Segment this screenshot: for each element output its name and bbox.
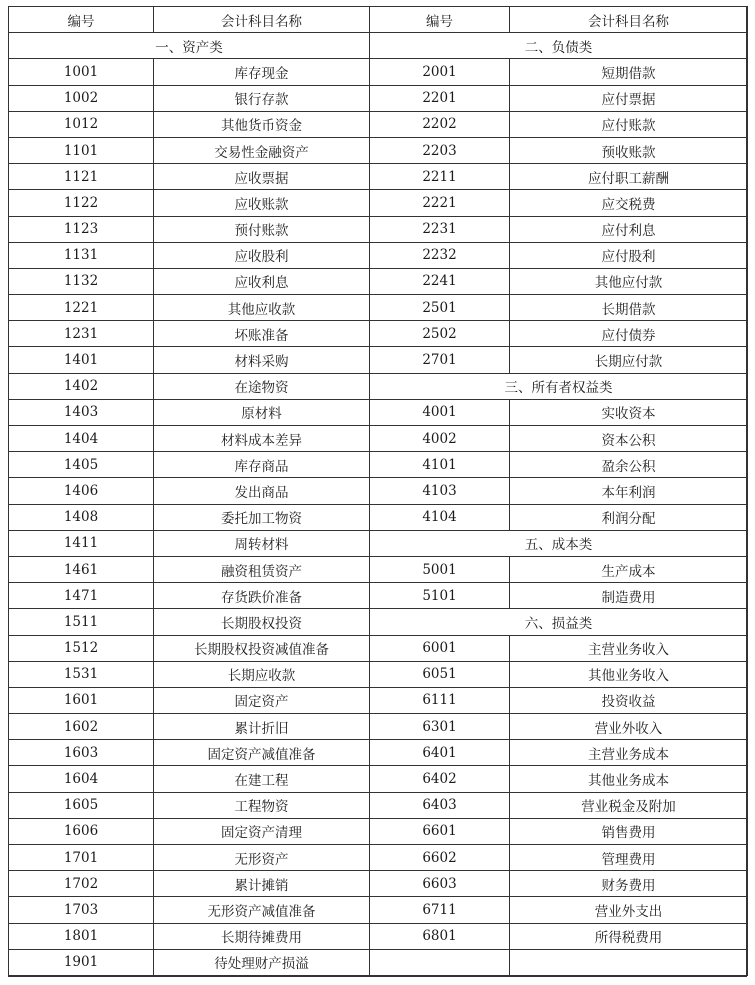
- right-category-heading: 三、所有者权益类: [370, 373, 748, 399]
- table-row: [9, 295, 748, 321]
- left-account-name: 融资租赁资产: [154, 556, 370, 582]
- right-account-code: 2502: [370, 321, 510, 347]
- table-row: [9, 556, 748, 582]
- left-account-name: 长期股权投资减值准备: [154, 635, 370, 661]
- left-account-code: 1231: [9, 321, 154, 347]
- right-account-code: 6711: [370, 897, 510, 923]
- left-account-name: 累计折旧: [154, 714, 370, 740]
- right-account-code: 2232: [370, 242, 510, 268]
- table-row: [9, 478, 748, 504]
- table-row: [9, 714, 748, 740]
- table-body: [9, 33, 748, 976]
- table-row: [9, 426, 748, 452]
- left-account-code: 1602: [9, 714, 154, 740]
- table-row: [9, 216, 748, 242]
- left-account-name: 发出商品: [154, 478, 370, 504]
- table-row: [9, 504, 748, 530]
- right-account-name: 本年利润: [510, 478, 748, 504]
- right-account-code: 2701: [370, 347, 510, 373]
- left-account-code: 1121: [9, 164, 154, 190]
- table-row: [9, 190, 748, 216]
- left-account-code: 1702: [9, 871, 154, 897]
- table-row: [9, 321, 748, 347]
- table-row: [9, 635, 748, 661]
- left-account-code: 1402: [9, 373, 154, 399]
- table-row: [9, 949, 748, 975]
- table-row: [9, 818, 748, 844]
- left-account-name: 工程物资: [154, 792, 370, 818]
- right-account-name: 主营业务收入: [510, 635, 748, 661]
- right-category-heading: 五、成本类: [370, 530, 748, 556]
- left-name-header: 会计科目名称: [154, 7, 370, 33]
- left-account-name: 长期待摊费用: [154, 923, 370, 949]
- right-account-name: 应付职工薪酬: [510, 164, 748, 190]
- left-account-name: 累计摊销: [154, 871, 370, 897]
- right-category-heading: 六、损益类: [370, 609, 748, 635]
- left-account-code: 1012: [9, 111, 154, 137]
- left-account-code: 1601: [9, 687, 154, 713]
- right-account-name: 应交税费: [510, 190, 748, 216]
- left-account-name: 其他应收款: [154, 295, 370, 321]
- right-account-name: 所得税费用: [510, 923, 748, 949]
- left-account-name: 存货跌价准备: [154, 583, 370, 609]
- left-account-code: 1101: [9, 137, 154, 163]
- table-row: [9, 164, 748, 190]
- right-name-header: 会计科目名称: [510, 7, 748, 33]
- right-account-name: 其他业务成本: [510, 766, 748, 792]
- left-account-code: 1901: [9, 949, 154, 975]
- left-account-name: 无形资产减值准备: [154, 897, 370, 923]
- table-row: [9, 897, 748, 923]
- accounts-table-container: [8, 6, 748, 976]
- right-account-name: 营业外支出: [510, 897, 748, 923]
- right-account-code: [370, 949, 510, 975]
- left-code-header: 编号: [9, 7, 154, 33]
- chart-of-accounts-table: [8, 6, 748, 976]
- left-account-code: 1512: [9, 635, 154, 661]
- left-account-name: 库存商品: [154, 452, 370, 478]
- left-account-name: 其他货币资金: [154, 111, 370, 137]
- right-account-name: 主营业务成本: [510, 740, 748, 766]
- right-account-code: 6402: [370, 766, 510, 792]
- right-account-code: 5101: [370, 583, 510, 609]
- left-account-code: 1401: [9, 347, 154, 373]
- table-row: [9, 111, 748, 137]
- table-row: [9, 871, 748, 897]
- right-account-name: 应付利息: [510, 216, 748, 242]
- right-account-name: 其他业务收入: [510, 661, 748, 687]
- table-header: [9, 7, 748, 33]
- left-account-code: 1461: [9, 556, 154, 582]
- right-code-header: 编号: [370, 7, 510, 33]
- right-account-code: 4101: [370, 452, 510, 478]
- left-account-name: 原材料: [154, 399, 370, 425]
- table-row: [9, 268, 748, 294]
- left-account-code: 1411: [9, 530, 154, 556]
- left-account-name: 交易性金融资产: [154, 137, 370, 163]
- right-account-code: 6601: [370, 818, 510, 844]
- right-account-code: 2211: [370, 164, 510, 190]
- right-account-name: 应付票据: [510, 85, 748, 111]
- right-account-name: 短期借款: [510, 59, 748, 85]
- left-account-name: 在途物资: [154, 373, 370, 399]
- right-account-code: 4002: [370, 426, 510, 452]
- right-account-name: 管理费用: [510, 845, 748, 871]
- right-account-code: 2203: [370, 137, 510, 163]
- table-row: [9, 792, 748, 818]
- table-row: [9, 583, 748, 609]
- left-account-name: 坏账准备: [154, 321, 370, 347]
- left-account-code: 1002: [9, 85, 154, 111]
- left-account-code: 1122: [9, 190, 154, 216]
- left-account-name: 长期应收款: [154, 661, 370, 687]
- right-account-code: 2201: [370, 85, 510, 111]
- table-row: [9, 661, 748, 687]
- table-row: [9, 242, 748, 268]
- left-account-name: 周转材料: [154, 530, 370, 556]
- left-account-code: 1531: [9, 661, 154, 687]
- left-account-code: 1603: [9, 740, 154, 766]
- right-account-code: 6001: [370, 635, 510, 661]
- right-account-name: 长期借款: [510, 295, 748, 321]
- right-account-name: [510, 949, 748, 975]
- table-row: [9, 923, 748, 949]
- left-account-name: 固定资产减值准备: [154, 740, 370, 766]
- right-account-name: 其他应付款: [510, 268, 748, 294]
- right-account-code: 2231: [370, 216, 510, 242]
- left-account-name: 待处理财产损溢: [154, 949, 370, 975]
- table-row: [9, 740, 748, 766]
- table-row: [9, 85, 748, 111]
- table-row: [9, 845, 748, 871]
- left-account-name: 固定资产清理: [154, 818, 370, 844]
- header-row: [9, 7, 748, 33]
- left-account-name: 固定资产: [154, 687, 370, 713]
- table-row: [9, 452, 748, 478]
- left-account-code: 1406: [9, 478, 154, 504]
- left-account-name: 应收票据: [154, 164, 370, 190]
- right-account-name: 财务费用: [510, 871, 748, 897]
- left-account-code: 1471: [9, 583, 154, 609]
- right-account-name: 预收账款: [510, 137, 748, 163]
- left-account-code: 1132: [9, 268, 154, 294]
- table-row: [9, 137, 748, 163]
- right-account-code: 2501: [370, 295, 510, 321]
- left-account-code: 1701: [9, 845, 154, 871]
- right-account-code: 5001: [370, 556, 510, 582]
- left-account-code: 1606: [9, 818, 154, 844]
- left-account-code: 1405: [9, 452, 154, 478]
- left-account-name: 应收利息: [154, 268, 370, 294]
- left-account-code: 1001: [9, 59, 154, 85]
- right-account-code: 6401: [370, 740, 510, 766]
- left-account-name: 委托加工物资: [154, 504, 370, 530]
- right-category-heading: 二、负债类: [370, 33, 748, 59]
- left-account-name: 银行存款: [154, 85, 370, 111]
- left-account-code: 1511: [9, 609, 154, 635]
- left-account-name: 无形资产: [154, 845, 370, 871]
- right-account-code: 6403: [370, 792, 510, 818]
- right-account-name: 营业税金及附加: [510, 792, 748, 818]
- left-account-code: 1403: [9, 399, 154, 425]
- right-account-code: 2221: [370, 190, 510, 216]
- right-account-name: 应付账款: [510, 111, 748, 137]
- right-account-name: 实收资本: [510, 399, 748, 425]
- table-row: [9, 687, 748, 713]
- left-category-heading: 一、资产类: [9, 33, 370, 59]
- table-row: [9, 33, 748, 59]
- table-row: [9, 609, 748, 635]
- right-account-code: 4103: [370, 478, 510, 504]
- right-account-code: 2001: [370, 59, 510, 85]
- table-row: [9, 59, 748, 85]
- left-account-code: 1801: [9, 923, 154, 949]
- left-account-name: 长期股权投资: [154, 609, 370, 635]
- left-account-name: 库存现金: [154, 59, 370, 85]
- right-account-name: 盈余公积: [510, 452, 748, 478]
- right-account-code: 6801: [370, 923, 510, 949]
- left-account-code: 1703: [9, 897, 154, 923]
- left-account-code: 1605: [9, 792, 154, 818]
- left-account-name: 预付账款: [154, 216, 370, 242]
- table-row: [9, 530, 748, 556]
- right-account-name: 营业外收入: [510, 714, 748, 740]
- table-row: [9, 347, 748, 373]
- right-account-code: 2202: [370, 111, 510, 137]
- right-account-code: 6051: [370, 661, 510, 687]
- right-account-code: 6111: [370, 687, 510, 713]
- right-account-code: 6603: [370, 871, 510, 897]
- right-account-name: 投资收益: [510, 687, 748, 713]
- right-account-name: 应付债券: [510, 321, 748, 347]
- left-account-code: 1123: [9, 216, 154, 242]
- left-account-code: 1131: [9, 242, 154, 268]
- left-account-name: 应收股利: [154, 242, 370, 268]
- table-row: [9, 766, 748, 792]
- right-account-name: 生产成本: [510, 556, 748, 582]
- right-account-name: 应付股利: [510, 242, 748, 268]
- left-account-code: 1408: [9, 504, 154, 530]
- left-account-name: 材料采购: [154, 347, 370, 373]
- right-account-name: 资本公积: [510, 426, 748, 452]
- left-account-code: 1604: [9, 766, 154, 792]
- left-account-name: 应收账款: [154, 190, 370, 216]
- right-account-name: 销售费用: [510, 818, 748, 844]
- table-row: [9, 373, 748, 399]
- left-account-code: 1221: [9, 295, 154, 321]
- left-account-code: 1404: [9, 426, 154, 452]
- right-account-name: 利润分配: [510, 504, 748, 530]
- right-account-code: 6301: [370, 714, 510, 740]
- left-account-name: 材料成本差异: [154, 426, 370, 452]
- left-account-name: 在建工程: [154, 766, 370, 792]
- right-account-code: 2241: [370, 268, 510, 294]
- right-account-code: 4104: [370, 504, 510, 530]
- right-account-code: 4001: [370, 399, 510, 425]
- right-account-name: 制造费用: [510, 583, 748, 609]
- right-account-name: 长期应付款: [510, 347, 748, 373]
- right-account-code: 6602: [370, 845, 510, 871]
- table-row: [9, 399, 748, 425]
